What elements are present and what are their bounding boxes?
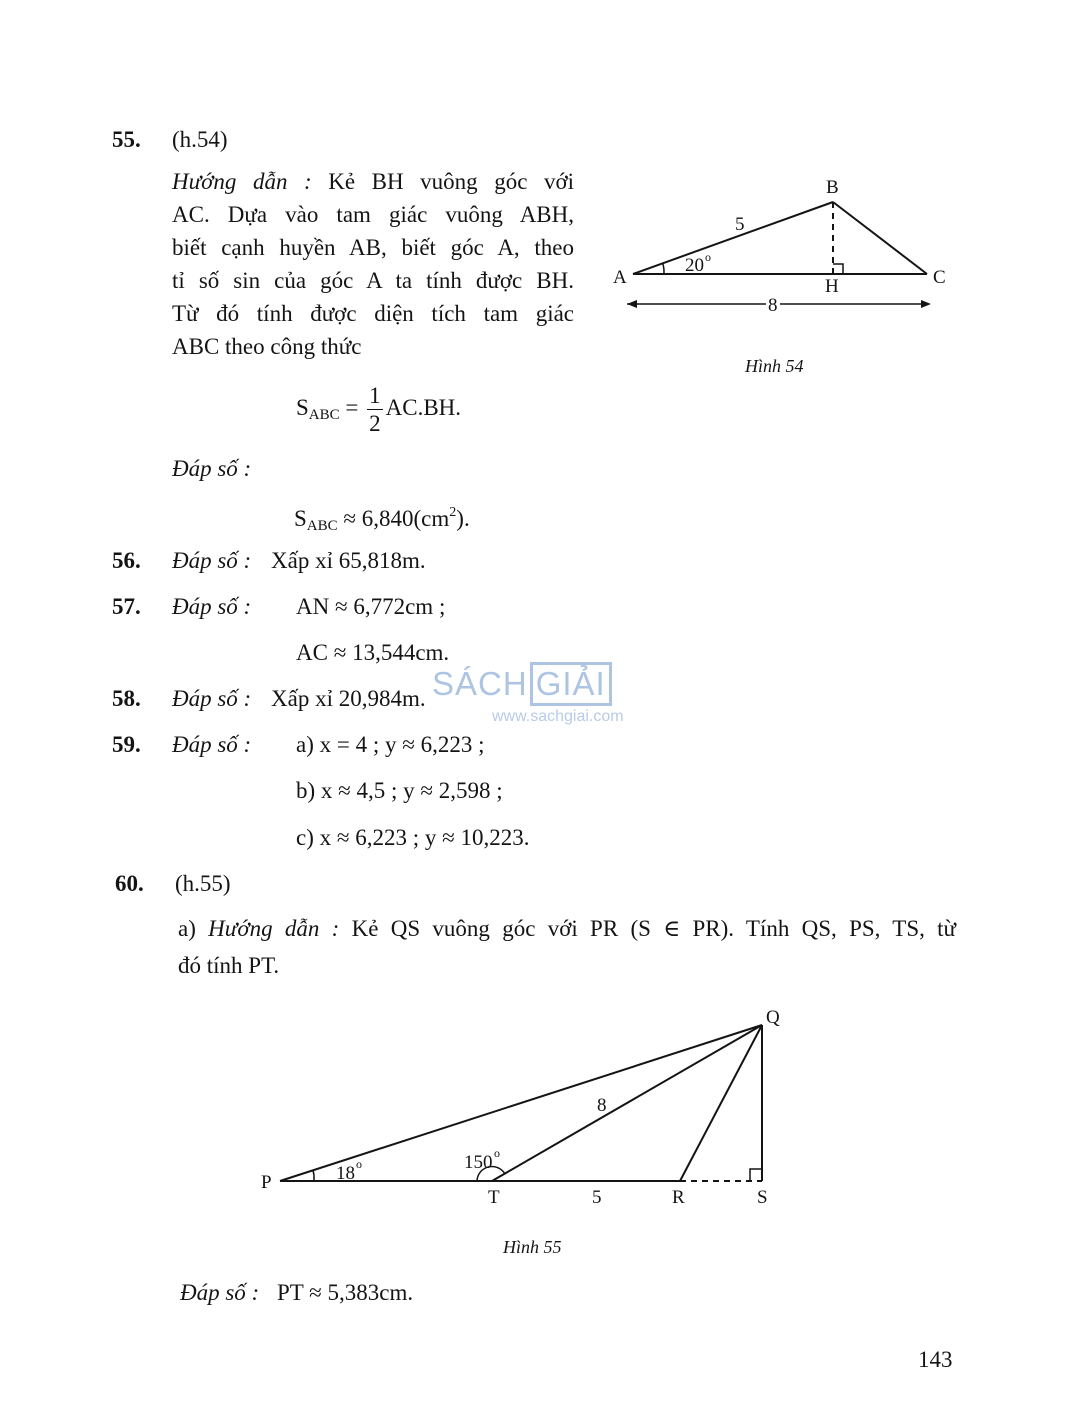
label-angle-p: 18 [336, 1163, 355, 1184]
problem-60-answer-label: Đáp số : [180, 1280, 260, 1305]
label-base: 8 [768, 295, 778, 316]
formula-eq: = [345, 394, 359, 420]
label-b: B [826, 177, 839, 198]
problem-55-ref: (h.54) [172, 127, 228, 152]
segment-ab [633, 202, 833, 274]
page-number: 143 [918, 1347, 953, 1372]
formula-s: S [296, 394, 309, 420]
figure-54-caption: Hình 54 [745, 356, 804, 376]
problem-57-answer-label: Đáp số : [172, 594, 252, 619]
watermark-url: www.sachgiai.com [492, 708, 624, 725]
problem-60-guide-line-2: đó tính PT. [178, 953, 280, 978]
guide-label: Hướng dẫn : [172, 169, 312, 194]
arrow-left-icon [627, 300, 637, 308]
frac-numerator: 1 [369, 383, 381, 408]
figure-55 [250, 1000, 810, 1220]
angle-arc-a [663, 264, 664, 274]
problem-57-answer-an: AN ≈ 6,772cm ; [296, 594, 446, 619]
segment-bc [833, 202, 927, 274]
guide-line: Từ đó tính được diện tích tam giác [172, 301, 574, 326]
watermark [432, 662, 624, 726]
label-p: P [261, 1172, 272, 1193]
problem-59-number: 59. [112, 732, 141, 757]
segment-pq [280, 1025, 762, 1181]
formula-rhs: AC.BH. [385, 394, 462, 420]
problem-55-answer [294, 505, 470, 535]
fraction-one-half [367, 384, 383, 435]
label-t: T [488, 1187, 500, 1208]
label-side-ab: 5 [735, 214, 745, 235]
part-a-prefix: a) [178, 916, 196, 941]
problem-56-number: 56. [112, 548, 141, 573]
problem-59-answer-a: a) x = 4 ; y ≈ 6,223 ; [296, 732, 485, 757]
problem-57-answer-ac: AC ≈ 13,544cm. [296, 640, 450, 665]
formula-sub: ABC [308, 406, 340, 423]
problem-60-ref: (h.55) [175, 871, 231, 896]
frac-denominator: 2 [369, 411, 381, 436]
label-angle-a: 20 [685, 255, 704, 276]
angle-arc-p [313, 1170, 314, 1181]
problem-57-number: 57. [112, 594, 141, 619]
problem-56-answer: Xấp xỉ 65,818m. [271, 548, 426, 573]
problem-56-answer-label: Đáp số : [172, 548, 252, 573]
label-angle-p-degree: o [356, 1157, 362, 1171]
answer-sup: 2 [449, 505, 457, 520]
problem-60-answer: PT ≈ 5,383cm. [277, 1280, 414, 1305]
label-c: C [933, 267, 946, 288]
right-angle-s [750, 1169, 762, 1181]
figure-55-caption: Hình 55 [503, 1237, 562, 1257]
problem-60-guide-line-1 [178, 917, 956, 940]
problem-55-number: 55. [112, 127, 141, 152]
arrow-right-icon [921, 300, 931, 308]
right-angle-h [833, 264, 843, 274]
problem-58-answer: Xấp xỉ 20,984m. [271, 686, 426, 711]
guide-line: Kẻ BH vuông góc với [328, 169, 575, 194]
label-s: S [757, 1187, 768, 1208]
figure-54 [605, 170, 965, 370]
guide-line: biết cạnh huyền AB, biết góc A, theo [172, 235, 574, 260]
problem-60-number: 60. [115, 871, 144, 896]
label-r: R [672, 1187, 685, 1208]
guide-line: AC. Dựa vào tam giác vuông ABH, [172, 202, 574, 227]
label-side-tr: 5 [592, 1187, 602, 1208]
label-angle-t: 150 [464, 1152, 493, 1173]
answer-end: ). [456, 506, 470, 531]
label-angle-t-degree: o [494, 1146, 500, 1160]
problem-58-answer-label: Đáp số : [172, 686, 252, 711]
problem-55-answer-label: Đáp số : [172, 456, 252, 481]
label-h: H [825, 276, 839, 297]
guide-line: tỉ số sin của góc A ta tính được BH. [172, 268, 574, 293]
guide-line: ABC theo công thức [172, 334, 362, 359]
problem-59-answer-b: b) x ≈ 4,5 ; y ≈ 2,598 ; [296, 778, 503, 803]
problem-55-guide [172, 165, 574, 363]
problem-59-answer-c: c) x ≈ 6,223 ; y ≈ 10,223. [296, 825, 530, 850]
answer-s: S [294, 506, 307, 531]
guide-text: Kẻ QS vuông góc với PR (S ∈ PR). Tính QS, PS, TS, từ [351, 916, 957, 941]
watermark-brand-b: GIẢI [530, 662, 612, 706]
watermark-brand-a: SÁCH [432, 665, 528, 702]
label-side-tq: 8 [597, 1095, 607, 1116]
guide-label: Hướng dẫn : [208, 916, 340, 941]
watermark-logo [432, 662, 624, 706]
area-formula [296, 384, 461, 435]
label-q: Q [766, 1007, 780, 1028]
label-angle-a-degree: o [705, 250, 711, 264]
problem-59-answer-label: Đáp số : [172, 732, 252, 757]
label-a: A [613, 267, 627, 288]
answer-sub: ABC [306, 518, 338, 534]
problem-58-number: 58. [112, 686, 141, 711]
answer-value: ≈ 6,840(cm [343, 506, 450, 531]
